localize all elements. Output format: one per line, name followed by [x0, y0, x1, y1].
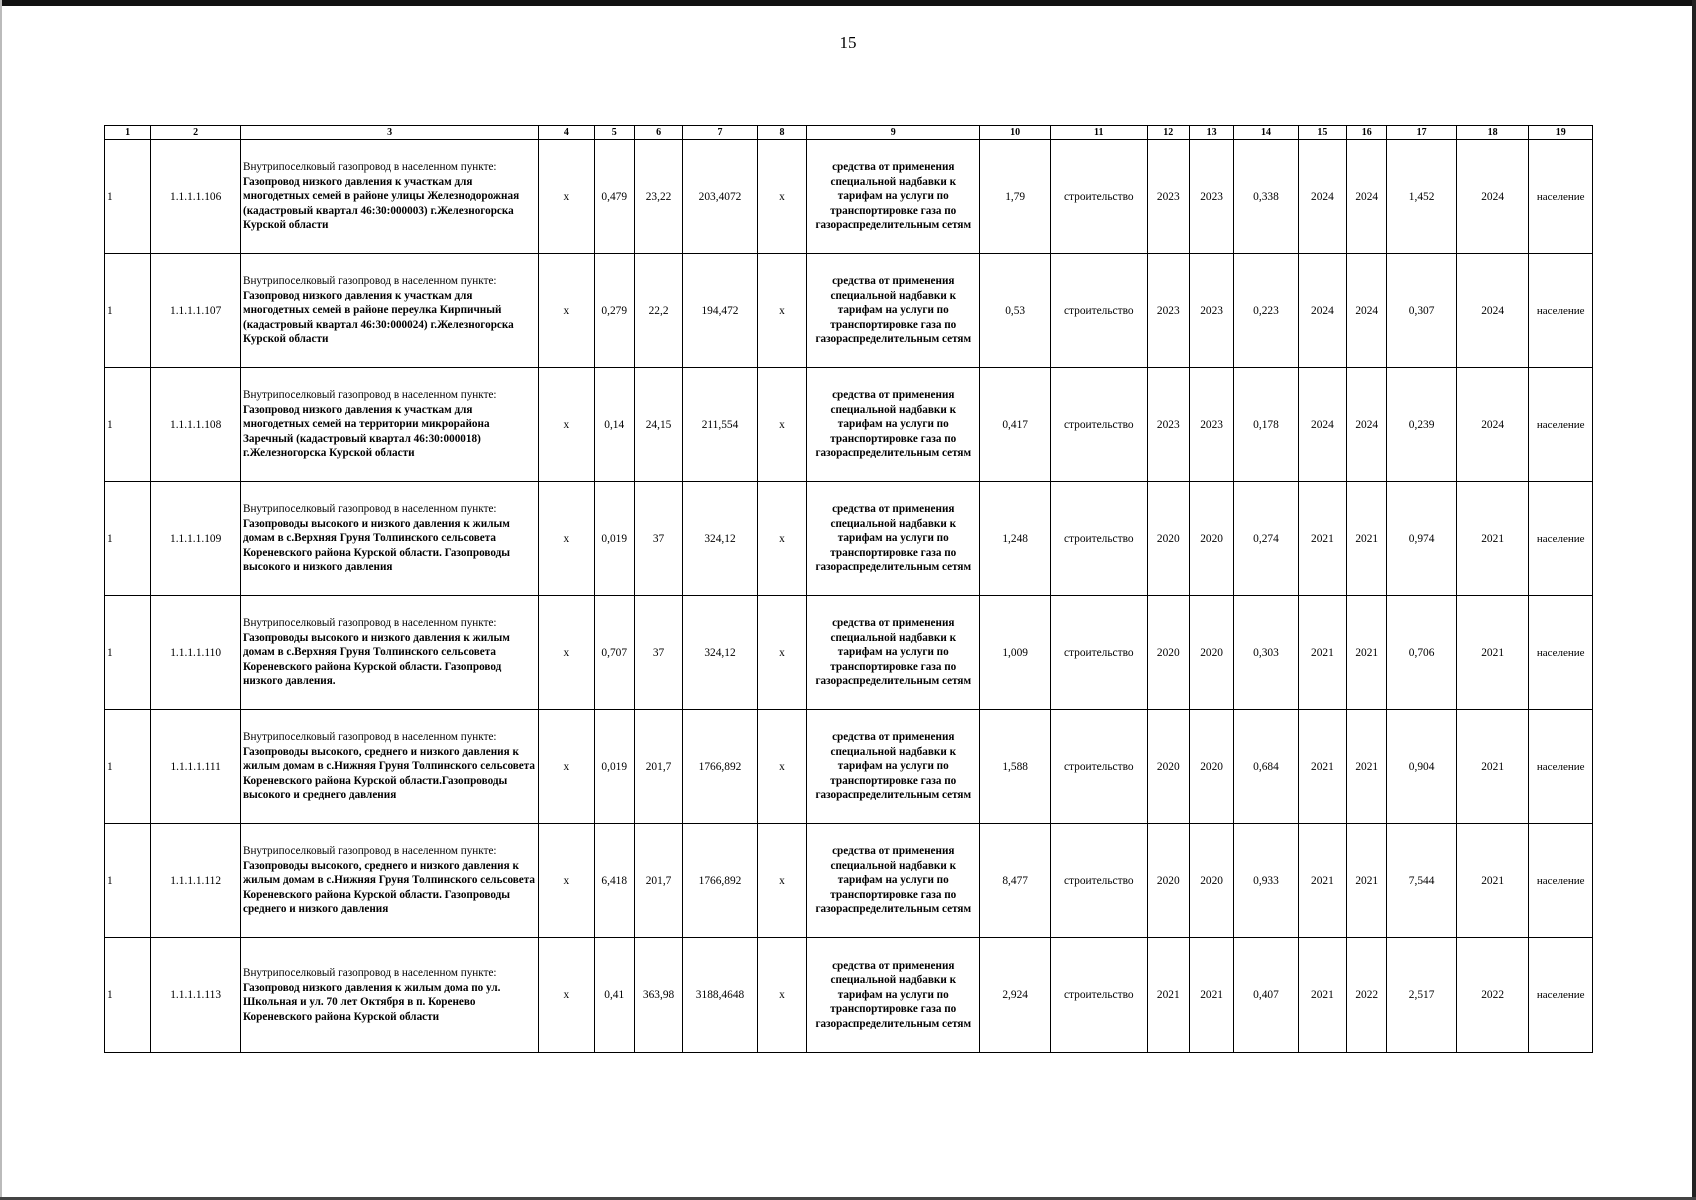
- cell-col5: 0,14: [594, 368, 634, 482]
- cell-work-type: строительство: [1050, 596, 1147, 710]
- table-row: [105, 710, 1593, 824]
- cell-col1: 1: [105, 254, 151, 368]
- cell-col5: 0,707: [594, 596, 634, 710]
- cell-work-type: строительство: [1050, 254, 1147, 368]
- column-header-4: 4: [539, 126, 594, 140]
- cell-col4: х: [539, 482, 594, 596]
- cell-col14: 0,274: [1234, 482, 1298, 596]
- cell-project-code: 1.1.1.1.108: [151, 368, 241, 482]
- cell-col5: 0,41: [594, 938, 634, 1053]
- cell-col7: 203,4072: [683, 140, 758, 254]
- cell-col8: х: [757, 938, 806, 1053]
- cell-col17: 0,974: [1387, 482, 1457, 596]
- column-header-1: 1: [105, 126, 151, 140]
- cell-col13: 2020: [1189, 482, 1233, 596]
- cell-consumer-group: население: [1529, 140, 1593, 254]
- cell-col4: х: [539, 140, 594, 254]
- description-prefix: Внутрипоселковый газопровод в населенном пункте:: [242, 503, 497, 516]
- column-header-16: 16: [1347, 126, 1387, 140]
- column-header-2: 2: [151, 126, 241, 140]
- cell-col4: х: [539, 254, 594, 368]
- cell-consumer-group: население: [1529, 482, 1593, 596]
- cell-col14: 0,178: [1234, 368, 1298, 482]
- cell-consumer-group: население: [1529, 368, 1593, 482]
- cell-project-code: 1.1.1.1.106: [151, 140, 241, 254]
- cell-col6: 201,7: [634, 710, 682, 824]
- cell-col14: 0,338: [1234, 140, 1298, 254]
- cell-col14: 0,303: [1234, 596, 1298, 710]
- cell-col5: 0,019: [594, 482, 634, 596]
- cell-col15: 2024: [1298, 368, 1346, 482]
- cell-project-code: 1.1.1.1.110: [151, 596, 241, 710]
- cell-col5: 0,479: [594, 140, 634, 254]
- cell-col7: 1766,892: [683, 824, 758, 938]
- cell-col4: х: [539, 824, 594, 938]
- cell-col10: 0,53: [980, 254, 1051, 368]
- cell-col18: 2024: [1456, 140, 1529, 254]
- cell-work-type: строительство: [1050, 482, 1147, 596]
- cell-project-description: [240, 368, 538, 482]
- cell-col10: 8,477: [980, 824, 1051, 938]
- table-row: [105, 824, 1593, 938]
- column-header-6: 6: [634, 126, 682, 140]
- table-row: [105, 482, 1593, 596]
- cell-col8: х: [757, 482, 806, 596]
- cell-col17: 0,307: [1387, 254, 1457, 368]
- table-row: [105, 368, 1593, 482]
- cell-col12: 2021: [1147, 938, 1189, 1053]
- cell-col12: 2023: [1147, 254, 1189, 368]
- table-row: [105, 140, 1593, 254]
- header-row: [105, 126, 1593, 140]
- cell-col12: 2023: [1147, 368, 1189, 482]
- cell-col18: 2021: [1456, 482, 1529, 596]
- cell-col15: 2021: [1298, 596, 1346, 710]
- cell-col8: х: [757, 710, 806, 824]
- cell-col7: 211,554: [683, 368, 758, 482]
- column-header-11: 11: [1050, 126, 1147, 140]
- cell-col7: 194,472: [683, 254, 758, 368]
- cell-work-type: строительство: [1050, 824, 1147, 938]
- cell-col6: 22,2: [634, 254, 682, 368]
- cell-col5: 0,279: [594, 254, 634, 368]
- cell-work-type: строительство: [1050, 368, 1147, 482]
- cell-col1: 1: [105, 710, 151, 824]
- cell-funding-source: средства от применения специальной надбавки к тарифам на услуги по транспортировке газа по газораспределительным сетям: [807, 482, 980, 596]
- cell-col12: 2020: [1147, 710, 1189, 824]
- cell-col6: 37: [634, 482, 682, 596]
- cell-col16: 2021: [1347, 482, 1387, 596]
- column-header-18: 18: [1456, 126, 1529, 140]
- cell-project-description: [240, 596, 538, 710]
- cell-col10: 2,924: [980, 938, 1051, 1053]
- cell-project-code: 1.1.1.1.107: [151, 254, 241, 368]
- cell-col4: х: [539, 596, 594, 710]
- cell-col16: 2021: [1347, 596, 1387, 710]
- cell-col1: 1: [105, 482, 151, 596]
- cell-project-code: 1.1.1.1.113: [151, 938, 241, 1053]
- description-title: Газопровод низкого давления к участкам для многодетных семей на территории микрорайона Заречный (кадастровый квартал 46:30:000018) г.Железногорска Курской области: [242, 403, 490, 460]
- table-row: [105, 596, 1593, 710]
- cell-col15: 2024: [1298, 140, 1346, 254]
- cell-work-type: строительство: [1050, 140, 1147, 254]
- description-title: Газопровод низкого давления к участкам для многодетных семей в районе улицы Железнодорожная (кадастровый квартал 46:30:000003) г.Железногорска Курской области: [242, 175, 520, 232]
- scan-right-edge: [1692, 0, 1696, 1200]
- column-header-8: 8: [757, 126, 806, 140]
- cell-consumer-group: население: [1529, 938, 1593, 1053]
- cell-col8: х: [757, 254, 806, 368]
- description-prefix: Внутрипоселковый газопровод в населенном пункте:: [242, 389, 497, 402]
- description-title: Газопроводы высокого и низкого давления к жилым домам в с.Верхняя Груня Толпинского сельсовета Кореневского района Курской области. Газопроводы высокого и низкого давления: [242, 517, 511, 574]
- description-prefix: Внутрипоселковый газопровод в населенном пункте:: [242, 161, 497, 174]
- cell-col14: 0,933: [1234, 824, 1298, 938]
- cell-col10: 1,248: [980, 482, 1051, 596]
- cell-col15: 2024: [1298, 254, 1346, 368]
- cell-consumer-group: население: [1529, 254, 1593, 368]
- cell-col4: х: [539, 938, 594, 1053]
- description-prefix: Внутрипоселковый газопровод в населенном пункте:: [242, 731, 497, 744]
- cell-funding-source: средства от применения специальной надбавки к тарифам на услуги по транспортировке газа по газораспределительным сетям: [807, 368, 980, 482]
- page-number: 15: [839, 33, 857, 52]
- cell-col7: 3188,4648: [683, 938, 758, 1053]
- cell-col16: 2021: [1347, 824, 1387, 938]
- cell-col8: х: [757, 596, 806, 710]
- cell-col10: 0,417: [980, 368, 1051, 482]
- cell-col12: 2020: [1147, 824, 1189, 938]
- cell-col6: 37: [634, 596, 682, 710]
- cell-project-code: 1.1.1.1.112: [151, 824, 241, 938]
- cell-col14: 0,223: [1234, 254, 1298, 368]
- cell-col15: 2021: [1298, 824, 1346, 938]
- cell-project-description: [240, 254, 538, 368]
- cell-col7: 324,12: [683, 596, 758, 710]
- cell-project-code: 1.1.1.1.111: [151, 710, 241, 824]
- cell-consumer-group: население: [1529, 824, 1593, 938]
- cell-col13: 2020: [1189, 824, 1233, 938]
- cell-col10: 1,588: [980, 710, 1051, 824]
- description-title: Газопроводы высокого и низкого давления к жилым домам в с.Верхняя Груня Толпинского сельсовета Кореневского района Курской области. Газопровод низкого давления.: [242, 631, 510, 688]
- cell-col5: 6,418: [594, 824, 634, 938]
- table-row: [105, 254, 1593, 368]
- cell-col17: 0,904: [1387, 710, 1457, 824]
- description-prefix: Внутрипоселковый газопровод в населенном пункте:: [242, 845, 497, 858]
- description-title: Газопроводы высокого, среднего и низкого давления к жилым домам в с.Нижняя Груня Толпинского сельсовета Кореневского района Курской области.Газопроводы высокого и среднего давления: [242, 745, 535, 802]
- cell-col18: 2021: [1456, 596, 1529, 710]
- cell-col17: 0,239: [1387, 368, 1457, 482]
- cell-col13: 2023: [1189, 254, 1233, 368]
- cell-col7: 1766,892: [683, 710, 758, 824]
- cell-col18: 2021: [1456, 710, 1529, 824]
- cell-project-description: [240, 824, 538, 938]
- cell-col10: 1,009: [980, 596, 1051, 710]
- description-prefix: Внутрипоселковый газопровод в населенном пункте:: [242, 967, 497, 979]
- table-body: [105, 140, 1593, 1053]
- cell-work-type: строительство: [1050, 938, 1147, 1053]
- cell-project-description: [240, 140, 538, 254]
- cell-work-type: строительство: [1050, 710, 1147, 824]
- cell-col16: 2021: [1347, 710, 1387, 824]
- cell-col15: 2021: [1298, 938, 1346, 1053]
- cell-col18: 2021: [1456, 824, 1529, 938]
- cell-col1: 1: [105, 938, 151, 1053]
- table-row: [105, 938, 1593, 1053]
- column-header-13: 13: [1189, 126, 1233, 140]
- cell-project-description: [240, 938, 538, 1053]
- cell-consumer-group: население: [1529, 710, 1593, 824]
- description-title: Газопроводы высокого, среднего и низкого давления к жилым домам в с.Нижняя Груня Толпинского сельсовета Кореневского района Курской области. Газопроводы среднего и низкого давления: [242, 859, 535, 916]
- cell-funding-source: средства от применения специальной надбавки к тарифам на услуги по транспортировке газа по газораспределительным сетям: [807, 824, 980, 938]
- cell-col12: 2023: [1147, 140, 1189, 254]
- column-header-3: 3: [240, 126, 538, 140]
- cell-col4: х: [539, 710, 594, 824]
- cell-col15: 2021: [1298, 482, 1346, 596]
- cell-col17: 2,517: [1387, 938, 1457, 1053]
- cell-project-description: [240, 482, 538, 596]
- description-title: Газопровод низкого давления к участкам для многодетных семей в районе переулка Кирпичный (кадастровый квартал 46:30:000024) г.Железногорска Курской области: [242, 289, 514, 346]
- cell-consumer-group: население: [1529, 596, 1593, 710]
- column-header-7: 7: [683, 126, 758, 140]
- cell-funding-source: средства от применения специальной надбавки к тарифам на услуги по транспортировке газа по газораспределительным сетям: [807, 710, 980, 824]
- cell-col8: х: [757, 368, 806, 482]
- cell-col1: 1: [105, 824, 151, 938]
- cell-funding-source: средства от применения специальной надбавки к тарифам на услуги по транспортировке газа по газораспределительным сетям: [807, 254, 980, 368]
- cell-col18: 2024: [1456, 368, 1529, 482]
- scan-top-edge: [0, 0, 1696, 6]
- cell-col17: 0,706: [1387, 596, 1457, 710]
- cell-col13: 2020: [1189, 710, 1233, 824]
- column-header-12: 12: [1147, 126, 1189, 140]
- cell-col12: 2020: [1147, 482, 1189, 596]
- cell-funding-source: средства от применения специальной надбавки к тарифам на услуги по транспортировке газа по газораспределительным сетям: [807, 938, 980, 1053]
- cell-col16: 2024: [1347, 368, 1387, 482]
- column-header-19: 19: [1529, 126, 1593, 140]
- cell-funding-source: средства от применения специальной надбавки к тарифам на услуги по транспортировке газа по газораспределительным сетям: [807, 596, 980, 710]
- cell-col13: 2021: [1189, 938, 1233, 1053]
- description-prefix: Внутрипоселковый газопровод в населенном пункте:: [242, 275, 497, 288]
- cell-col1: 1: [105, 140, 151, 254]
- column-header-10: 10: [980, 126, 1051, 140]
- cell-funding-source: средства от применения специальной надбавки к тарифам на услуги по транспортировке газа по газораспределительным сетям: [807, 140, 980, 254]
- cell-col13: 2023: [1189, 140, 1233, 254]
- cell-col1: 1: [105, 596, 151, 710]
- column-header-14: 14: [1234, 126, 1298, 140]
- cell-col8: х: [757, 824, 806, 938]
- cell-col15: 2021: [1298, 710, 1346, 824]
- column-header-15: 15: [1298, 126, 1346, 140]
- description-title: Газопровод низкого давления к жилым дома по ул. Школьная и ул. 70 лет Октября в п. Коренево Кореневского района Курской области: [242, 981, 501, 1023]
- cell-col7: 324,12: [683, 482, 758, 596]
- cell-col18: 2022: [1456, 938, 1529, 1053]
- cell-col6: 23,22: [634, 140, 682, 254]
- column-header-17: 17: [1387, 126, 1457, 140]
- cell-col6: 24,15: [634, 368, 682, 482]
- cell-col16: 2024: [1347, 254, 1387, 368]
- cell-col6: 363,98: [634, 938, 682, 1053]
- column-header-5: 5: [594, 126, 634, 140]
- cell-col14: 0,407: [1234, 938, 1298, 1053]
- cell-col6: 201,7: [634, 824, 682, 938]
- cell-col14: 0,684: [1234, 710, 1298, 824]
- investment-program-table: [104, 125, 1593, 1053]
- cell-col10: 1,79: [980, 140, 1051, 254]
- cell-col17: 1,452: [1387, 140, 1457, 254]
- cell-col17: 7,544: [1387, 824, 1457, 938]
- cell-col18: 2024: [1456, 254, 1529, 368]
- cell-col1: 1: [105, 368, 151, 482]
- cell-col12: 2020: [1147, 596, 1189, 710]
- cell-project-code: 1.1.1.1.109: [151, 482, 241, 596]
- cell-col16: 2024: [1347, 140, 1387, 254]
- cell-col5: 0,019: [594, 710, 634, 824]
- column-header-9: 9: [807, 126, 980, 140]
- cell-col4: х: [539, 368, 594, 482]
- cell-col8: х: [757, 140, 806, 254]
- description-prefix: Внутрипоселковый газопровод в населенном пункте:: [242, 617, 497, 630]
- cell-col16: 2022: [1347, 938, 1387, 1053]
- cell-project-description: [240, 710, 538, 824]
- cell-col13: 2020: [1189, 596, 1233, 710]
- scan-left-edge: [0, 0, 2, 1200]
- cell-col13: 2023: [1189, 368, 1233, 482]
